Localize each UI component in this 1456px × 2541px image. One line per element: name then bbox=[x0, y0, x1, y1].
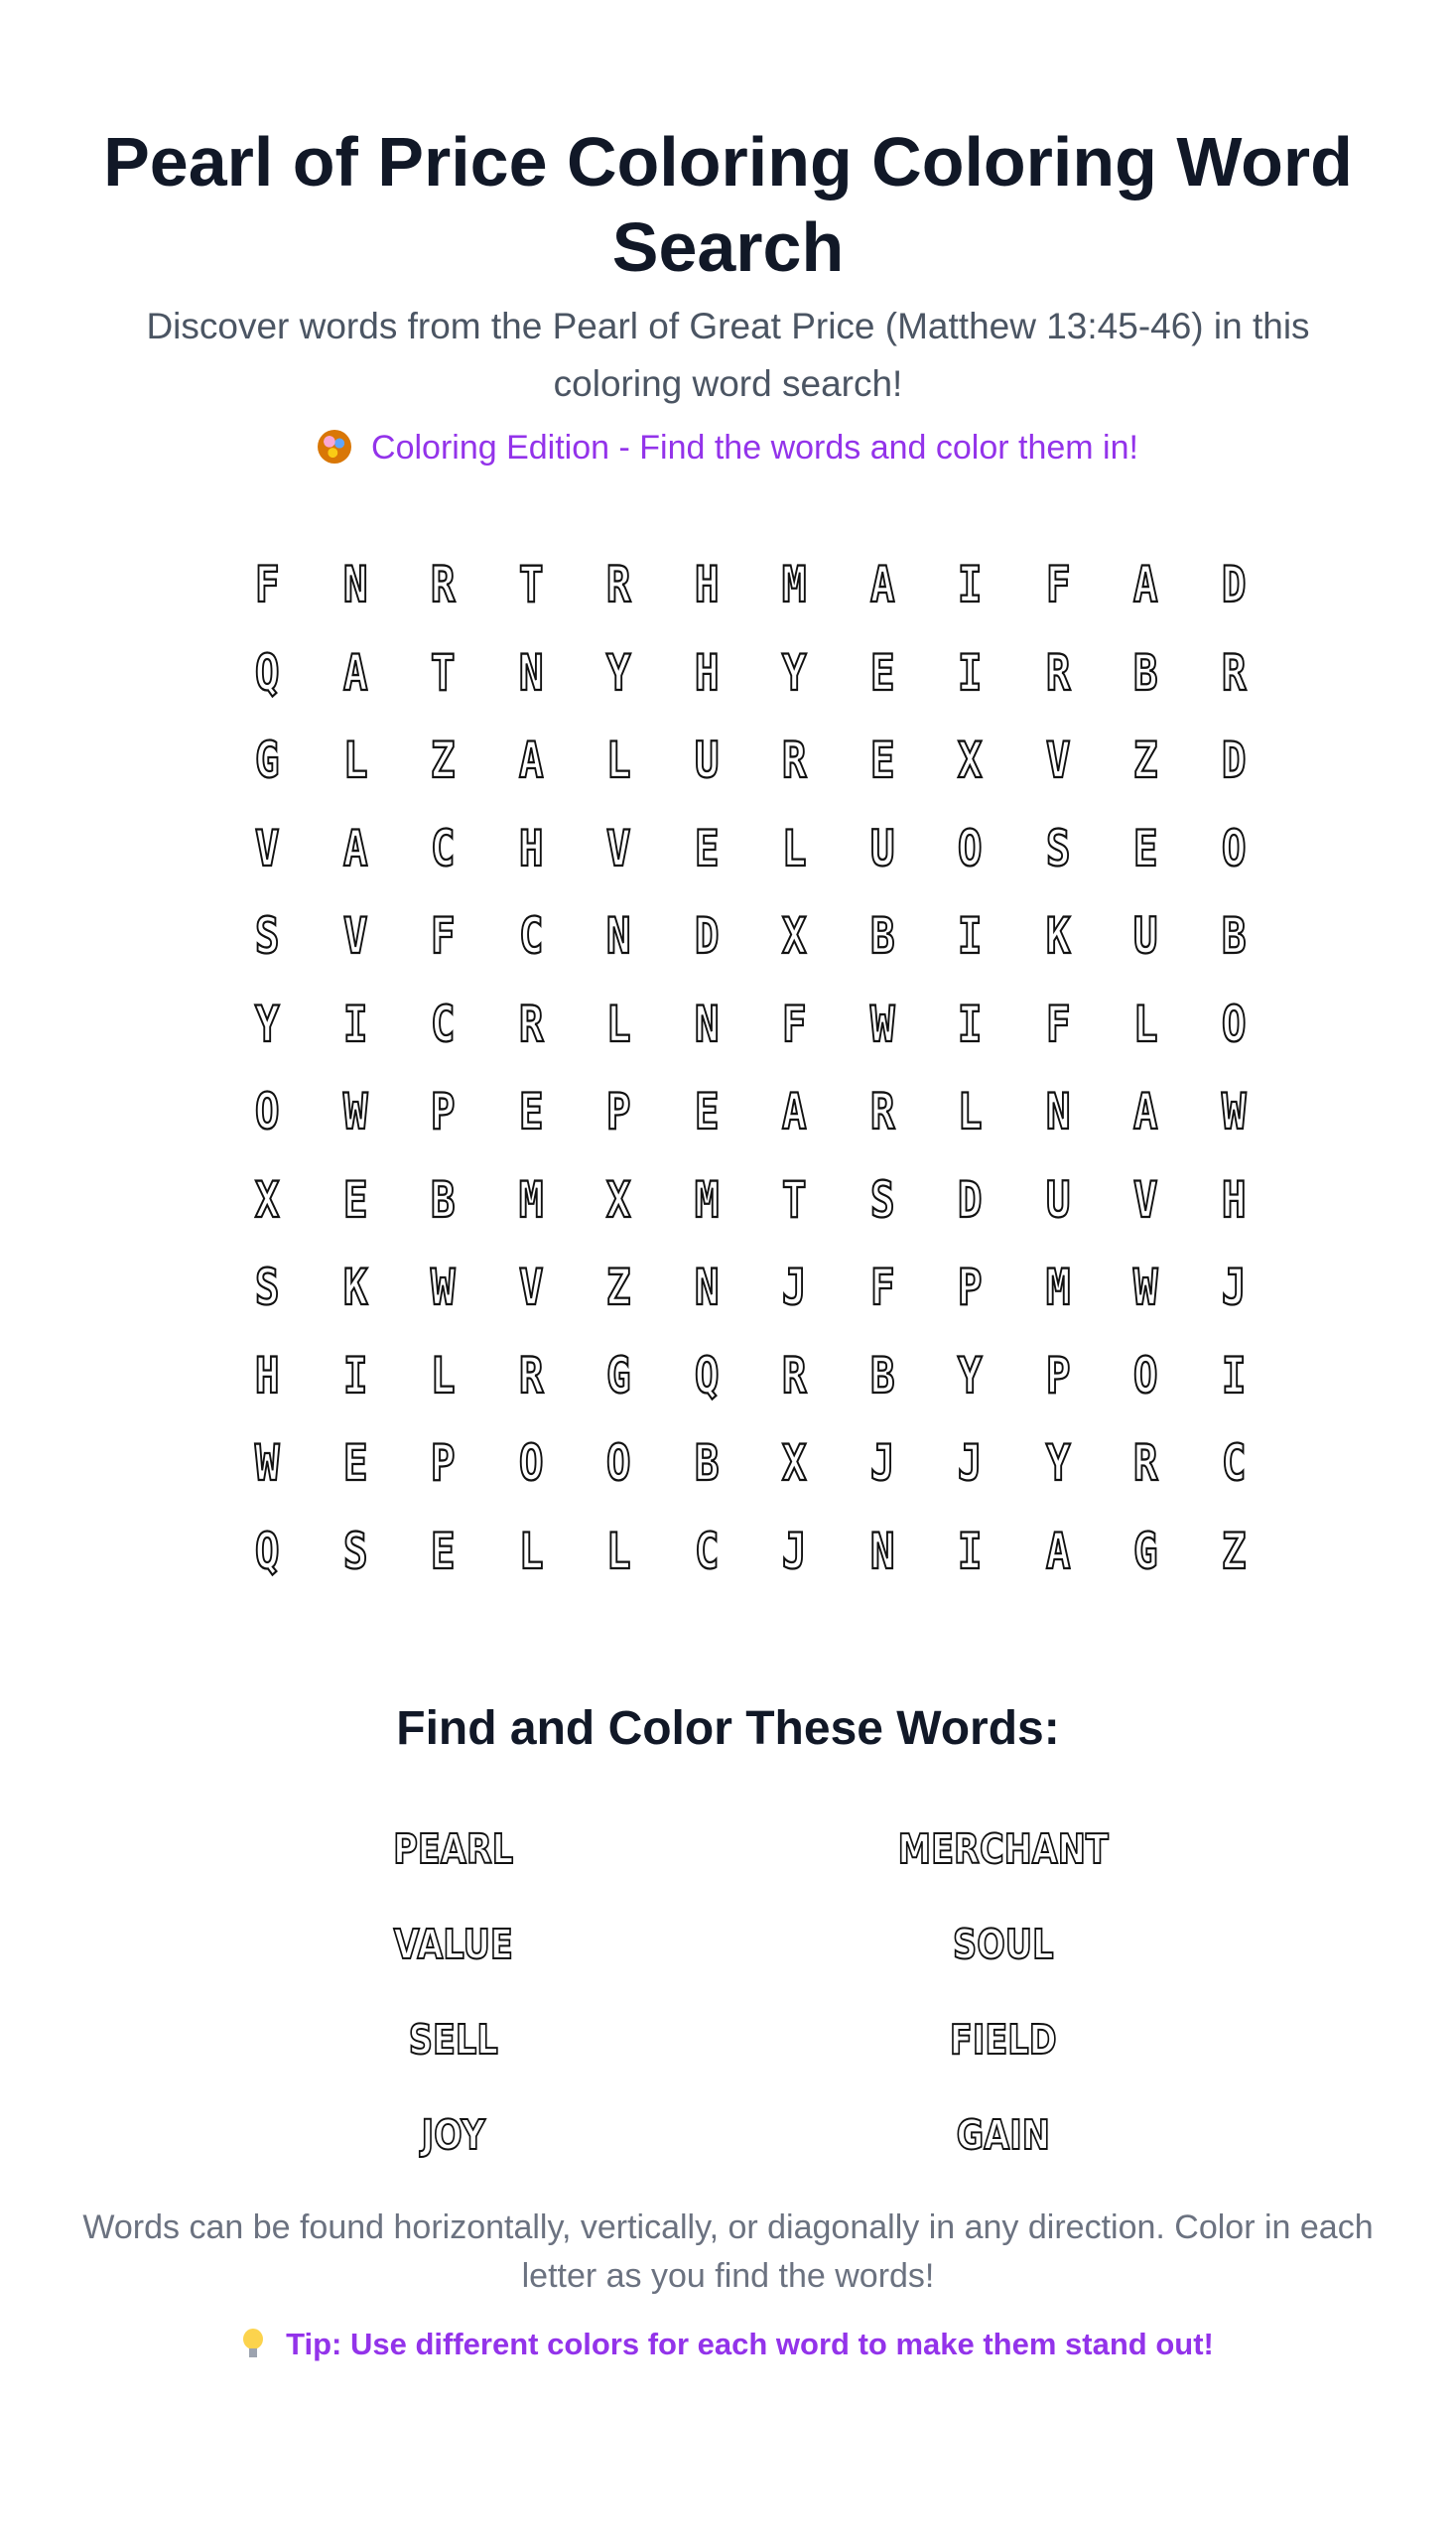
grid-letter[interactable]: C bbox=[430, 819, 456, 877]
grid-letter[interactable]: R bbox=[518, 1346, 544, 1404]
word-list-item: SELL bbox=[408, 2016, 498, 2064]
grid-letter[interactable]: C bbox=[518, 907, 544, 966]
grid-letter[interactable]: A bbox=[518, 732, 544, 790]
light-bulb-icon bbox=[242, 2329, 264, 2359]
grid-letter[interactable]: L bbox=[605, 732, 631, 790]
grid-letter[interactable]: E bbox=[430, 1522, 456, 1580]
grid-letter[interactable]: J bbox=[781, 1259, 807, 1317]
grid-letter[interactable]: R bbox=[781, 1346, 807, 1404]
grid-letter[interactable]: G bbox=[1132, 1522, 1158, 1580]
grid-letter[interactable]: E bbox=[518, 1083, 544, 1141]
grid-letter[interactable]: U bbox=[869, 819, 895, 877]
grid-letter[interactable]: V bbox=[518, 1259, 544, 1317]
grid-letter[interactable]: W bbox=[869, 995, 895, 1053]
grid-letter[interactable]: D bbox=[1221, 556, 1247, 614]
grid-letter[interactable]: U bbox=[694, 732, 720, 790]
grid-letter[interactable]: W bbox=[1221, 1083, 1247, 1141]
grid-letter[interactable]: L bbox=[342, 732, 368, 790]
grid-letter[interactable]: R bbox=[605, 556, 631, 614]
word-search-grid bbox=[223, 541, 1277, 1595]
word-list-item: GAIN bbox=[956, 2111, 1050, 2159]
grid-letter[interactable]: B bbox=[430, 1170, 456, 1229]
grid-letter[interactable]: G bbox=[254, 732, 280, 790]
word-list-item: VALUE bbox=[393, 1921, 513, 1968]
grid-letter[interactable]: R bbox=[1045, 643, 1071, 702]
grid-letter[interactable]: E bbox=[342, 1170, 368, 1229]
grid-letter[interactable]: R bbox=[869, 1083, 895, 1141]
grid-letter[interactable]: Q bbox=[254, 1522, 280, 1580]
grid-letter[interactable]: T bbox=[518, 556, 544, 614]
grid-letter[interactable]: F bbox=[869, 1259, 895, 1317]
word-list-item: PEARL bbox=[393, 1825, 514, 1873]
grid-letter[interactable]: X bbox=[957, 732, 983, 790]
grid-letter[interactable]: Y bbox=[254, 995, 280, 1053]
grid-letter[interactable]: R bbox=[1221, 643, 1247, 702]
grid-letter[interactable]: V bbox=[1045, 732, 1071, 790]
grid-letter[interactable]: D bbox=[957, 1170, 983, 1229]
grid-letter[interactable]: V bbox=[1132, 1170, 1158, 1229]
word-list-item: SOUL bbox=[952, 1921, 1054, 1968]
grid-letter[interactable]: R bbox=[430, 556, 456, 614]
instructions-text: Words can be found horizontally, vertically, or diagonally in any direction. Color in each letter as you find the words! bbox=[82, 2208, 1374, 2295]
grid-letter[interactable]: E bbox=[1132, 819, 1158, 877]
grid-letter[interactable]: Q bbox=[254, 643, 280, 702]
grid-letter[interactable]: B bbox=[694, 1434, 720, 1493]
grid-letter[interactable]: Y bbox=[1045, 1434, 1071, 1493]
grid-letter[interactable]: L bbox=[518, 1522, 544, 1580]
grid-letter[interactable]: X bbox=[605, 1170, 631, 1229]
grid-letter[interactable]: E bbox=[694, 819, 720, 877]
grid-letter[interactable]: N bbox=[605, 907, 631, 966]
grid-letter[interactable]: S bbox=[1045, 819, 1071, 877]
grid-letter[interactable]: I bbox=[957, 995, 983, 1053]
grid-letter[interactable]: Z bbox=[1221, 1522, 1247, 1580]
word-list-item: JOY bbox=[421, 2111, 485, 2159]
grid-letter[interactable]: O bbox=[254, 1083, 280, 1141]
grid-letter[interactable]: F bbox=[1045, 556, 1071, 614]
grid-letter[interactable]: K bbox=[1045, 907, 1071, 966]
word-list-title: Find and Color These Words: bbox=[396, 1702, 1060, 1755]
grid-letter[interactable]: U bbox=[1132, 907, 1158, 966]
grid-letter[interactable]: E bbox=[869, 732, 895, 790]
grid-letter[interactable]: H bbox=[1221, 1170, 1247, 1229]
grid-letter[interactable]: W bbox=[254, 1434, 280, 1493]
grid-letter[interactable]: E bbox=[869, 643, 895, 702]
grid-letter[interactable]: D bbox=[694, 907, 720, 966]
grid-letter[interactable]: J bbox=[957, 1434, 983, 1493]
coloring-edition-note bbox=[0, 427, 1456, 468]
grid-letter[interactable]: K bbox=[342, 1259, 368, 1317]
grid-letter[interactable]: S bbox=[254, 1259, 280, 1317]
grid-letter[interactable]: N bbox=[518, 643, 544, 702]
grid-letter[interactable]: R bbox=[781, 732, 807, 790]
grid-letter[interactable]: E bbox=[694, 1083, 720, 1141]
grid-letter[interactable]: Z bbox=[1132, 732, 1158, 790]
tip-text: Tip: Use different colors for each word to make them stand out! bbox=[286, 2327, 1214, 2361]
grid-letter[interactable]: C bbox=[694, 1522, 720, 1580]
grid-letter[interactable]: B bbox=[869, 1346, 895, 1404]
grid-letter[interactable]: V bbox=[254, 819, 280, 877]
grid-letter[interactable]: O bbox=[957, 819, 983, 877]
grid-letter[interactable]: N bbox=[1045, 1083, 1071, 1141]
grid-letter[interactable]: M bbox=[518, 1170, 544, 1229]
artist-palette-icon bbox=[318, 430, 351, 464]
grid-letter[interactable]: A bbox=[342, 643, 368, 702]
grid-letter[interactable]: B bbox=[1221, 907, 1247, 966]
grid-letter[interactable]: C bbox=[430, 995, 456, 1053]
word-list-item: FIELD bbox=[949, 2016, 1057, 2064]
grid-letter[interactable]: S bbox=[254, 907, 280, 966]
grid-letter[interactable]: E bbox=[342, 1434, 368, 1493]
grid-letter[interactable]: A bbox=[781, 1083, 807, 1141]
grid-letter[interactable]: X bbox=[781, 907, 807, 966]
grid-letter[interactable]: C bbox=[1221, 1434, 1247, 1493]
grid-letter[interactable]: L bbox=[1132, 995, 1158, 1053]
grid-letter[interactable]: S bbox=[342, 1522, 368, 1580]
grid-letter[interactable]: G bbox=[605, 1346, 631, 1404]
grid-letter[interactable]: A bbox=[342, 819, 368, 877]
grid-letter[interactable]: J bbox=[869, 1434, 895, 1493]
grid-letter[interactable]: B bbox=[869, 907, 895, 966]
grid-letter[interactable]: R bbox=[518, 995, 544, 1053]
grid-letter[interactable]: H bbox=[254, 1346, 280, 1404]
grid-letter[interactable]: N bbox=[694, 995, 720, 1053]
grid-letter[interactable]: P bbox=[605, 1083, 631, 1141]
grid-letter[interactable]: O bbox=[605, 1434, 631, 1493]
grid-letter[interactable]: V bbox=[342, 907, 368, 966]
grid-letter[interactable]: L bbox=[957, 1083, 983, 1141]
grid-letter[interactable]: L bbox=[605, 995, 631, 1053]
grid-letter[interactable]: P bbox=[430, 1434, 456, 1493]
grid-letter[interactable]: H bbox=[694, 643, 720, 702]
grid-letter[interactable]: A bbox=[1132, 556, 1158, 614]
tip-text-container bbox=[0, 2325, 1456, 2364]
grid-letter[interactable]: M bbox=[781, 556, 807, 614]
grid-letter[interactable]: J bbox=[781, 1522, 807, 1580]
grid-letter[interactable]: I bbox=[957, 907, 983, 966]
grid-letter[interactable]: Q bbox=[694, 1346, 720, 1404]
page-subtitle: Discover words from the Pearl of Great Price (Matthew 13:45-46) in this coloring word search! bbox=[146, 306, 1310, 404]
grid-letter[interactable]: F bbox=[254, 556, 280, 614]
grid-letter[interactable]: R bbox=[1132, 1434, 1158, 1493]
grid-letter[interactable]: L bbox=[430, 1346, 456, 1404]
grid-letter[interactable]: X bbox=[254, 1170, 280, 1229]
grid-letter[interactable]: O bbox=[1132, 1346, 1158, 1404]
grid-letter[interactable]: I bbox=[957, 1522, 983, 1580]
grid-letter[interactable]: I bbox=[342, 995, 368, 1053]
grid-letter[interactable]: U bbox=[1045, 1170, 1071, 1229]
grid-letter[interactable]: P bbox=[957, 1259, 983, 1317]
grid-letter[interactable]: H bbox=[518, 819, 544, 877]
grid-letter[interactable]: Y bbox=[781, 643, 807, 702]
grid-letter[interactable]: Y bbox=[957, 1346, 983, 1404]
grid-letter[interactable]: F bbox=[1045, 995, 1071, 1053]
page-title: Pearl of Price Coloring Coloring Word Search bbox=[103, 123, 1353, 286]
grid-letter[interactable]: I bbox=[957, 556, 983, 614]
grid-letter[interactable]: F bbox=[781, 995, 807, 1053]
grid-letter[interactable]: W bbox=[342, 1083, 368, 1141]
grid-letter[interactable]: S bbox=[869, 1170, 895, 1229]
grid-letter[interactable]: P bbox=[1045, 1346, 1071, 1404]
grid-letter[interactable]: T bbox=[430, 643, 456, 702]
grid-letter[interactable]: N bbox=[694, 1259, 720, 1317]
word-list-item: MERCHANT bbox=[897, 1825, 1109, 1873]
grid-letter[interactable]: Z bbox=[605, 1259, 631, 1317]
grid-letter[interactable]: A bbox=[1045, 1522, 1071, 1580]
grid-letter[interactable]: L bbox=[605, 1522, 631, 1580]
grid-letter[interactable]: I bbox=[957, 643, 983, 702]
word-list bbox=[179, 1802, 1277, 2183]
grid-letter[interactable]: W bbox=[1132, 1259, 1158, 1317]
grid-letter[interactable]: I bbox=[342, 1346, 368, 1404]
grid-letter[interactable]: M bbox=[694, 1170, 720, 1229]
grid-letter[interactable]: A bbox=[869, 556, 895, 614]
grid-letter[interactable]: B bbox=[1132, 643, 1158, 702]
grid-letter[interactable]: V bbox=[605, 819, 631, 877]
grid-letter[interactable]: H bbox=[694, 556, 720, 614]
grid-letter[interactable]: N bbox=[869, 1522, 895, 1580]
coloring-edition-label: Coloring Edition - Find the words and color them in! bbox=[371, 429, 1138, 467]
grid-letter[interactable]: A bbox=[1132, 1083, 1158, 1141]
grid-letter[interactable]: D bbox=[1221, 732, 1247, 790]
grid-letter[interactable]: Z bbox=[430, 732, 456, 790]
grid-letter[interactable]: P bbox=[430, 1083, 456, 1141]
grid-letter[interactable]: O bbox=[518, 1434, 544, 1493]
grid-letter[interactable]: F bbox=[430, 907, 456, 966]
grid-letter[interactable]: N bbox=[342, 556, 368, 614]
grid-letter[interactable]: O bbox=[1221, 995, 1247, 1053]
grid-letter[interactable]: O bbox=[1221, 819, 1247, 877]
grid-letter[interactable]: T bbox=[781, 1170, 807, 1229]
grid-letter[interactable]: W bbox=[430, 1259, 456, 1317]
grid-letter[interactable]: X bbox=[781, 1434, 807, 1493]
grid-letter[interactable]: L bbox=[781, 819, 807, 877]
grid-letter[interactable]: M bbox=[1045, 1259, 1071, 1317]
grid-letter[interactable]: I bbox=[1221, 1346, 1247, 1404]
grid-letter[interactable]: Y bbox=[605, 643, 631, 702]
grid-letter[interactable]: J bbox=[1221, 1259, 1247, 1317]
